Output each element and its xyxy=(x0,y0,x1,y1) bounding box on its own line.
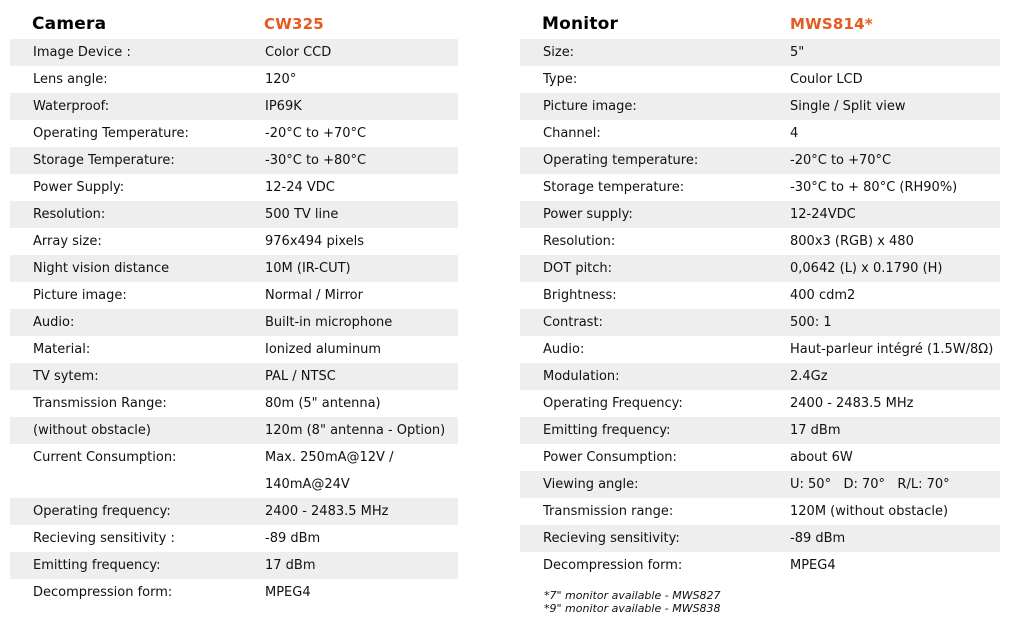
spec-row xyxy=(520,282,1000,309)
spec-row xyxy=(520,444,1000,471)
spec-value xyxy=(265,336,381,363)
spec-row xyxy=(10,336,458,363)
spec-row xyxy=(10,39,458,66)
spec-row xyxy=(10,228,458,255)
spec-value-line: 17 dBm xyxy=(790,423,841,438)
spec-value-line: 10M (IR-CUT) xyxy=(265,261,351,276)
spec-row xyxy=(520,93,1000,120)
spec-value-line: IP69K xyxy=(265,99,302,114)
spec-row xyxy=(520,552,1000,579)
monitor-heading: Monitor xyxy=(542,14,619,34)
spec-value-line: U: 50° D: 70° R/L: 70° xyxy=(790,477,950,492)
spec-value-line: Max. 250mA@12V / xyxy=(265,450,394,465)
spec-label: Decompression form: xyxy=(33,585,173,600)
spec-value xyxy=(790,309,832,336)
spec-value xyxy=(790,417,841,444)
spec-label: Contrast: xyxy=(543,315,603,330)
spec-value-line: 120° xyxy=(265,72,297,87)
spec-row xyxy=(520,498,1000,525)
spec-value-line: 976x494 pixels xyxy=(265,234,364,249)
spec-row xyxy=(520,255,1000,282)
spec-label: Power Consumption: xyxy=(543,450,677,465)
monitor-spec-panel xyxy=(520,9,1000,615)
spec-value xyxy=(790,174,957,201)
spec-label: Emitting frequency: xyxy=(543,423,671,438)
spec-value xyxy=(265,363,336,390)
spec-row xyxy=(520,174,1000,201)
spec-label: Audio: xyxy=(543,342,585,357)
spec-row xyxy=(10,309,458,336)
spec-row xyxy=(10,390,458,417)
camera-header xyxy=(10,9,458,39)
spec-value-line: -20°C to +70°C xyxy=(265,126,367,141)
spec-value xyxy=(790,201,856,228)
spec-value xyxy=(790,282,855,309)
spec-value xyxy=(265,120,366,147)
spec-value xyxy=(790,39,804,66)
spec-value-line: 140mA@24V xyxy=(265,477,350,492)
spec-row xyxy=(520,39,1000,66)
spec-label: Current Consumption: xyxy=(33,450,177,465)
camera-model: CW325 xyxy=(264,15,324,33)
spec-value-line: 120M (without obstacle) xyxy=(790,504,949,519)
spec-value-line: 4 xyxy=(790,126,799,141)
spec-value xyxy=(790,390,913,417)
monitor-model: MWS814* xyxy=(790,15,873,33)
spec-value xyxy=(265,390,381,417)
spec-row xyxy=(10,417,458,444)
spec-label: Storage Temperature: xyxy=(33,153,175,168)
spec-row xyxy=(10,120,458,147)
spec-value xyxy=(265,579,311,606)
spec-label: Transmission Range: xyxy=(33,396,167,411)
spec-value xyxy=(265,228,364,255)
spec-value xyxy=(790,363,828,390)
spec-row xyxy=(520,471,1000,498)
spec-row xyxy=(10,552,458,579)
spec-row xyxy=(10,525,458,552)
spec-label: Operating frequency: xyxy=(33,504,171,519)
spec-row xyxy=(520,201,1000,228)
spec-row xyxy=(10,255,458,282)
spec-value xyxy=(265,309,392,336)
spec-label: Transmission range: xyxy=(543,504,674,519)
spec-value xyxy=(265,444,393,498)
spec-value-line: about 6W xyxy=(790,450,853,465)
spec-row xyxy=(10,363,458,390)
spec-value-line: 12-24 VDC xyxy=(265,180,335,195)
spec-label: Image Device : xyxy=(33,45,131,60)
spec-row xyxy=(10,201,458,228)
spec-value xyxy=(265,552,316,579)
spec-label: Resolution: xyxy=(543,234,616,249)
spec-row xyxy=(520,363,1000,390)
spec-value xyxy=(265,417,445,444)
spec-label: Lens angle: xyxy=(33,72,108,87)
spec-label: Waterproof: xyxy=(33,99,110,114)
spec-label: Picture image: xyxy=(543,99,637,114)
spec-value-line: 400 cdm2 xyxy=(790,288,856,303)
spec-value xyxy=(790,255,943,282)
spec-row xyxy=(520,66,1000,93)
spec-value-line: 2400 - 2483.5 MHz xyxy=(790,396,914,411)
spec-value xyxy=(790,147,891,174)
spec-value-line: MPEG4 xyxy=(790,558,836,573)
spec-row xyxy=(520,336,1000,363)
spec-value-line: -89 dBm xyxy=(790,531,846,546)
spec-value xyxy=(790,471,950,498)
spec-label: Channel: xyxy=(543,126,601,141)
spec-value-line: MPEG4 xyxy=(265,585,311,600)
spec-label: Recieving sensitivity: xyxy=(543,531,680,546)
spec-row xyxy=(520,120,1000,147)
spec-value-line: Color CCD xyxy=(265,45,332,60)
spec-label: Resolution: xyxy=(33,207,106,222)
spec-value-line: Built-in microphone xyxy=(265,315,393,330)
spec-value xyxy=(790,228,914,255)
spec-label: Type: xyxy=(543,72,578,87)
footnote: *7" monitor available - MWS827 xyxy=(544,589,721,602)
camera-spec-panel xyxy=(10,9,458,606)
monitor-header xyxy=(520,9,1000,39)
spec-value-line: 0,0642 (L) x 0.1790 (H) xyxy=(790,261,943,276)
spec-value xyxy=(790,525,845,552)
spec-value xyxy=(265,147,366,174)
spec-value-line: Coulor LCD xyxy=(790,72,863,87)
spec-value xyxy=(265,498,388,525)
spec-row xyxy=(10,66,458,93)
camera-heading: Camera xyxy=(32,14,107,34)
spec-value-line: 2.4Gz xyxy=(790,369,828,384)
spec-label: (without obstacle) xyxy=(33,423,151,438)
footnote: *9" monitor available - MWS838 xyxy=(544,602,721,615)
spec-value-line: -20°C to +70°C xyxy=(790,153,892,168)
spec-row xyxy=(520,525,1000,552)
spec-label: Power supply: xyxy=(543,207,633,222)
spec-value-line: 500 TV line xyxy=(265,207,339,222)
spec-label: Operating Frequency: xyxy=(543,396,683,411)
spec-label: TV sytem: xyxy=(33,369,99,384)
spec-label: Decompression form: xyxy=(543,558,683,573)
spec-row xyxy=(10,147,458,174)
spec-value-line: PAL / NTSC xyxy=(265,369,336,384)
spec-label: Array size: xyxy=(33,234,102,249)
spec-value-line: 120m (8" antenna - Option) xyxy=(265,423,446,438)
spec-label: Brightness: xyxy=(543,288,617,303)
spec-value-line: 2400 - 2483.5 MHz xyxy=(265,504,389,519)
spec-value-line: -30°C to + 80°C (RH90%) xyxy=(790,180,958,195)
spec-value xyxy=(790,498,948,525)
spec-label: Recieving sensitivity : xyxy=(33,531,175,546)
spec-value-line: 5" xyxy=(790,45,805,60)
spec-value xyxy=(265,282,363,309)
spec-value-line: Normal / Mirror xyxy=(265,288,363,303)
spec-value xyxy=(265,39,331,66)
spec-value-line: Single / Split view xyxy=(790,99,906,114)
spec-value xyxy=(265,93,302,120)
spec-row xyxy=(10,282,458,309)
spec-label: Operating temperature: xyxy=(543,153,699,168)
spec-row xyxy=(520,147,1000,174)
spec-label: Size: xyxy=(543,45,575,60)
spec-value xyxy=(790,552,836,579)
spec-value-line: Haut-parleur intégré (1.5W/8Ω) xyxy=(790,342,994,357)
spec-value-line: 80m (5" antenna) xyxy=(265,396,381,411)
spec-value xyxy=(265,201,338,228)
spec-value-line: 17 dBm xyxy=(265,558,316,573)
spec-value xyxy=(790,444,853,471)
spec-value xyxy=(790,120,798,147)
spec-value-line: -89 dBm xyxy=(265,531,321,546)
spec-value xyxy=(265,525,320,552)
spec-label: Modulation: xyxy=(543,369,620,384)
camera-spec-table xyxy=(10,39,458,606)
spec-row xyxy=(10,444,458,498)
spec-row xyxy=(10,93,458,120)
spec-label: Storage temperature: xyxy=(543,180,685,195)
spec-value-line: -30°C to +80°C xyxy=(265,153,367,168)
spec-label: DOT pitch: xyxy=(543,261,613,276)
spec-row xyxy=(520,309,1000,336)
spec-row xyxy=(520,390,1000,417)
spec-label: Operating Temperature: xyxy=(33,126,189,141)
footnotes xyxy=(520,589,1000,615)
monitor-spec-table xyxy=(520,39,1000,579)
spec-row xyxy=(520,417,1000,444)
spec-row xyxy=(520,228,1000,255)
spec-label: Emitting frequency: xyxy=(33,558,161,573)
spec-row xyxy=(10,498,458,525)
spec-value xyxy=(265,255,351,282)
spec-value xyxy=(265,66,296,93)
spec-value-line: 800x3 (RGB) x 480 xyxy=(790,234,914,249)
spec-value-line: Ionized aluminum xyxy=(265,342,382,357)
spec-value xyxy=(265,174,335,201)
spec-value-line: 500: 1 xyxy=(790,315,832,330)
spec-value xyxy=(790,93,906,120)
spec-label: Picture image: xyxy=(33,288,127,303)
spec-label: Power Supply: xyxy=(33,180,125,195)
spec-row xyxy=(10,579,458,606)
spec-label: Viewing angle: xyxy=(543,477,639,492)
spec-value xyxy=(790,336,993,363)
spec-row xyxy=(10,174,458,201)
spec-label: Material: xyxy=(33,342,91,357)
spec-value-line: 12-24VDC xyxy=(790,207,856,222)
spec-label: Night vision distance xyxy=(33,261,170,276)
spec-value xyxy=(790,66,863,93)
spec-label: Audio: xyxy=(33,315,75,330)
